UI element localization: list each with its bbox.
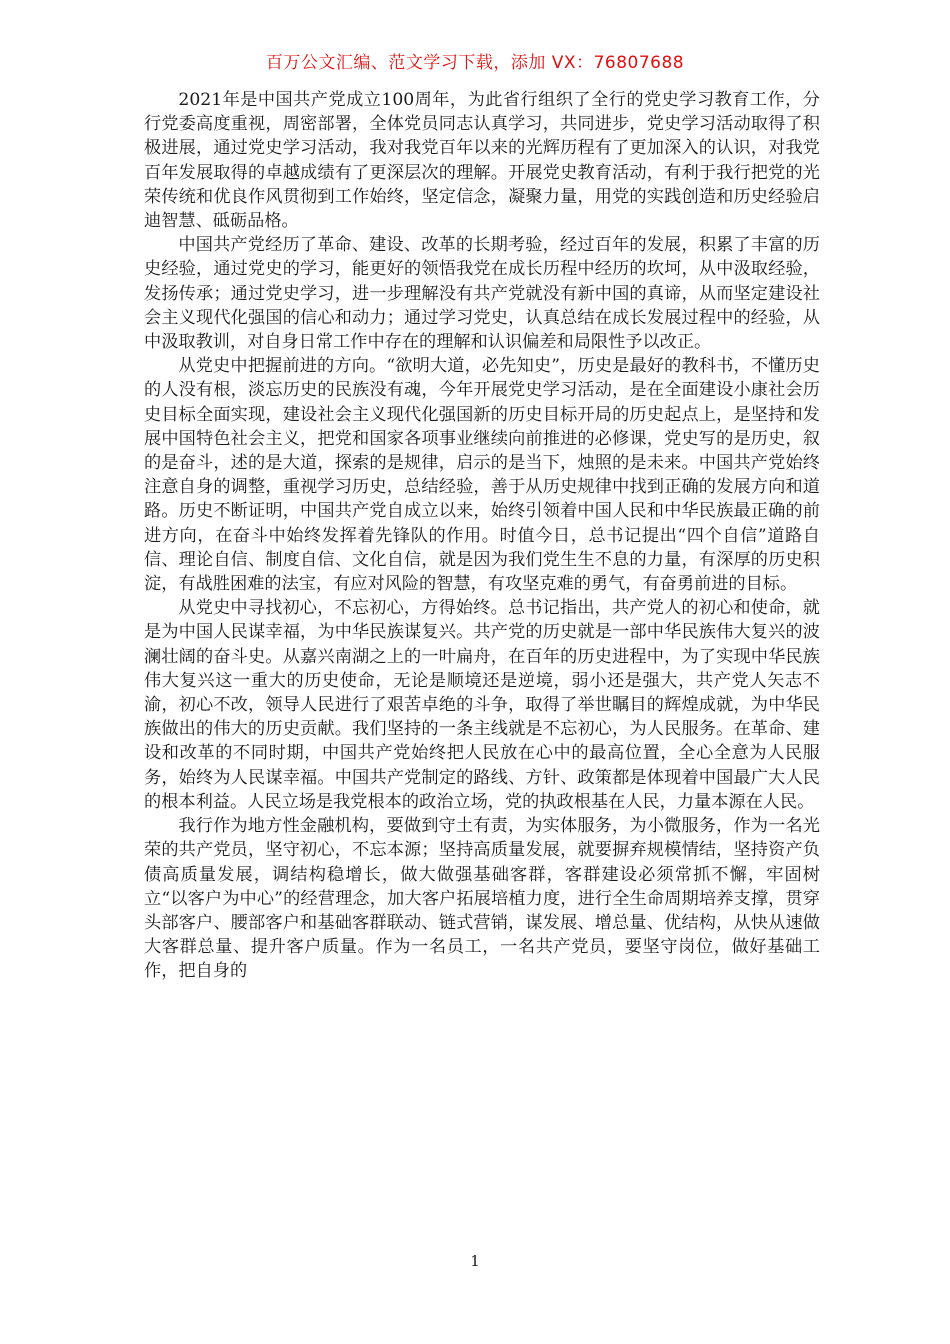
paragraph-2: 中国共产党经历了革命、建设、改革的长期考验，经过百年的发展，积累了丰富的历史经验，通过党史的学习，能更好的领悟我党在成长历程中经历的坎坷，从中汲取经验，发扬传承；通过党史学习，进一步理解没有共产党就没有新中国的真谛，从而坚定建设社会主义现代化强国的信心和动力；通过学习党史，认真总结在成长发展过程中的经验，从中汲取教训，对自身日常工作中存在的理解和认识偏差和局限性予以改正。 (144, 235, 820, 353)
paragraph-4: 从党史中寻找初心，不忘初心，方得始终。总书记指出，共产党人的初心和使命，就是为中国人民谋幸福，为中华民族谋复兴。共产党的历史就是一部中华民族伟大复兴的波澜壮阔的奋斗史。从嘉兴南湖之上的一叶扁舟，在百年的历史进程中，为了实现中华民族伟大复兴这一重大的历史使命，无论是顺境还是逆境，弱小还是强大，共产党人矢志不渝，初心不改，领导人民进行了艰苦卓绝的斗争，取得了举世瞩目的辉煌成就，为中华民族做出的伟大的历史贡献。我们坚持的一条主线就是不忘初心，为人民服务。在革命、建设和改革的不同时期，中国共产党始终把人民放在心中的最高位置，全心全意为人民服务，始终为人民谋幸福。中国共产党制定的路线、方针、政策都是体现着中国最广大人民的根本利益。人民立场是我党根本的政治立场，党的执政根基在人民，力量本源在人民。 (144, 598, 820, 812)
paragraph-5: 我行作为地方性金融机构，要做到守土有责，为实体服务，为小微服务，作为一名光荣的共产党员，坚守初心，不忘本源；坚持高质量发展，就要摒弃规模情结，坚持资产负债高质量发展，调结构稳增长，做大做强基础客群，客群建设必须常抓不懈，牢固树立“以客户为中心”的经营理念，加大客户拓展培植力度，进行全生命周期培养支撑，贯穿头部客户、腰部客户和基础客群联动、链式营销，谋发展、增总量、优结构，从快从速做大客群总量、提升客户质量。作为一名员工，一名共产党员，要坚守岗位，做好基础工作，把自身的 (144, 816, 820, 982)
paragraph-3: 从党史中把握前进的方向。“欲明大道，必先知史”，历史是最好的教科书，不懂历史的人没有根，淡忘历史的民族没有魂，今年开展党史学习活动，是在全面建设小康社会历史目标全面实现，建设社会主义现代化强国新的历史目标开局的历史起点上，是坚持和发展中国特色社会主义，把党和国家各项事业继续向前推进的必修课，党史写的是历史，叙的是奋斗，述的是大道，探索的是规律，启示的是当下，烛照的是未来。中国共产党始终注意自身的调整，重视学习历史，总结经验，善于从历史规律中找到正确的发展方向和道路。历史不断证明，中国共产党自成立以来，始终引领着中国人民和中华民族最正确的前进方向，在奋斗中始终发挥着先锋队的作用。时值今日，总书记提出“四个自信”道路自信、理论自信、制度自信、文化自信，就是因为我们党生生不息的力量，有深厚的历史积淀，有战胜困难的法宝，有应对风险的智慧，有攻坚克难的勇气，有奋勇前进的目标。 (144, 356, 820, 595)
paragraph-1: 2021年是中国共产党成立100周年，为此省行组织了全行的党史学习教育工作，分行党委高度重视，周密部署，全体党员同志认真学习，共同进步，党史学习活动取得了积极进展，通过党史学习活动，我对我党百年以来的光辉历程有了更加深入的认识，对我党百年发展取得的卓越成绩有了更深层次的理解。开展党史教育活动，有利于我行把党的光荣传统和优良作风贯彻到工作始终，坚定信念，凝聚力量，用党的实践创造和历史经验启迪智慧、砥砺品格。 (144, 90, 820, 232)
document-body (144, 88, 820, 984)
page-number: 1 (470, 1252, 480, 1270)
watermark-header: 百万公文汇编、范文学习下载，添加 VX：76807688 (265, 53, 685, 73)
